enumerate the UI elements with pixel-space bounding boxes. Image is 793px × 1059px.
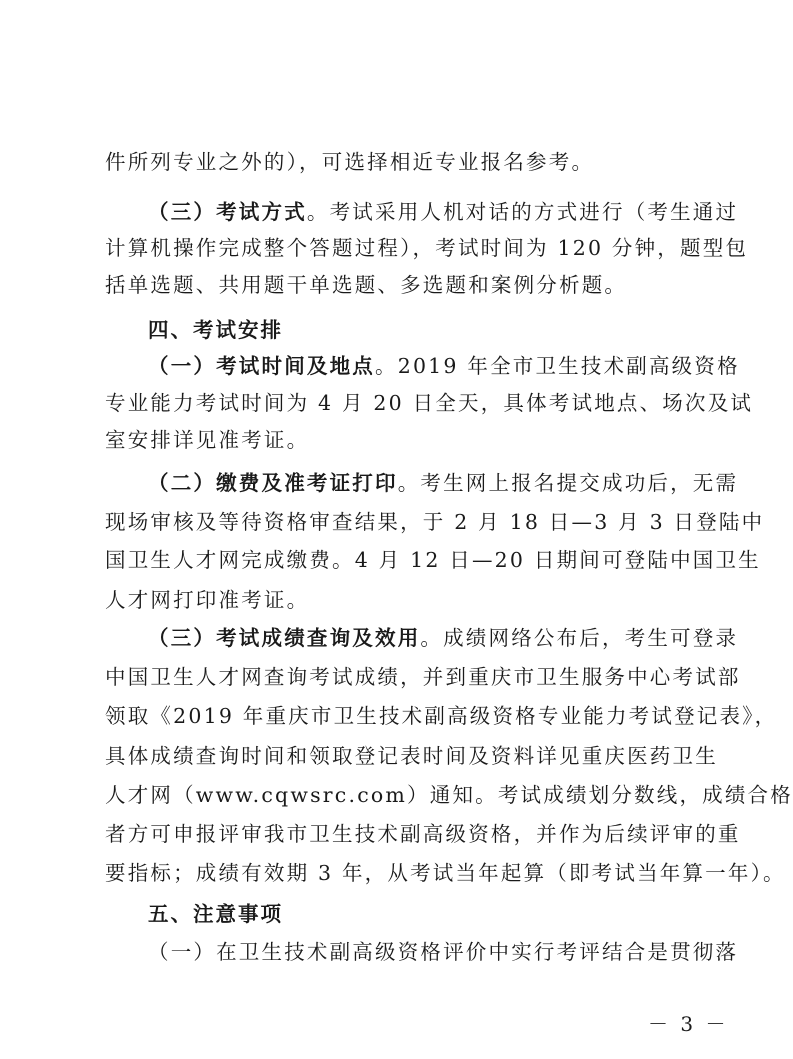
paragraph-line: 要指标；成绩有效期 3 年，从考试当年起算（即考试当年算一年）。 (105, 861, 786, 885)
paragraph-line: 领取《2019 年重庆市卫生技术副高级资格专业能力考试登记表》， (105, 704, 778, 728)
paragraph-line: （二）缴费及准考证打印。考生网上报名提交成功后，无需 (148, 471, 739, 495)
paragraph-line: 具体成绩查询时间和领取登记表时间及资料详见重庆医药卫生 (105, 744, 718, 768)
paragraph-line: 现场审核及等待资格审查结果，于 2 月 18 日—3 月 3 日登陆中 (105, 510, 765, 534)
paragraph-line: 专业能力考试时间为 4 月 20 日全天，具体考试地点、场次及试 (105, 391, 754, 415)
section-heading: 五、注意事项 (148, 902, 283, 926)
subsection-lead: （三）考试成绩查询及效用 (148, 626, 421, 650)
paragraph-line: （一）在卫生技术副高级资格评价中实行考评结合是贯彻落 (148, 940, 739, 964)
paragraph-line: 国卫生人才网完成缴费。4 月 12 日—20 日期间可登陆中国卫生 (105, 548, 761, 572)
paragraph-line: （三）考试成绩查询及效用。成绩网络公布后，考生可登录 (148, 626, 739, 650)
paragraph-line: 件所列专业之外的），可选择相近专业报名参考。 (105, 150, 595, 174)
page-number: － 3 － (648, 1012, 729, 1036)
subsection-lead: （二）缴费及准考证打印 (148, 471, 398, 495)
paragraph-line: 人才网打印准考证。 (105, 588, 310, 612)
paragraph-line: 中国卫生人才网查询考试成绩，并到重庆市卫生服务中心考试部 (105, 665, 741, 689)
subsection-lead: （三）考试方式 (148, 200, 307, 224)
paragraph-line: （一）考试时间及地点。2019 年全市卫生技术副高级资格 (148, 354, 740, 378)
section-heading: 四、考试安排 (148, 318, 283, 342)
paragraph-line: 者方可申报评审我市卫生技术副高级资格，并作为后续评审的重 (105, 822, 741, 846)
paragraph-line: 计算机操作完成整个答题过程），考试时间为 120 分钟，题型包 (105, 236, 749, 260)
subsection-lead: （一）考试时间及地点 (148, 354, 375, 378)
paragraph-line: 人才网（www.cqwsrc.com）通知。考试成绩划分数线，成绩合格 (105, 783, 793, 807)
paragraph-line: 括单选题、共用题干单选题、多选题和案例分析题。 (105, 273, 628, 297)
paragraph-line: （三）考试方式。考试采用人机对话的方式进行（考生通过 (148, 200, 739, 224)
paragraph-line: 室安排详见准考证。 (105, 428, 310, 452)
